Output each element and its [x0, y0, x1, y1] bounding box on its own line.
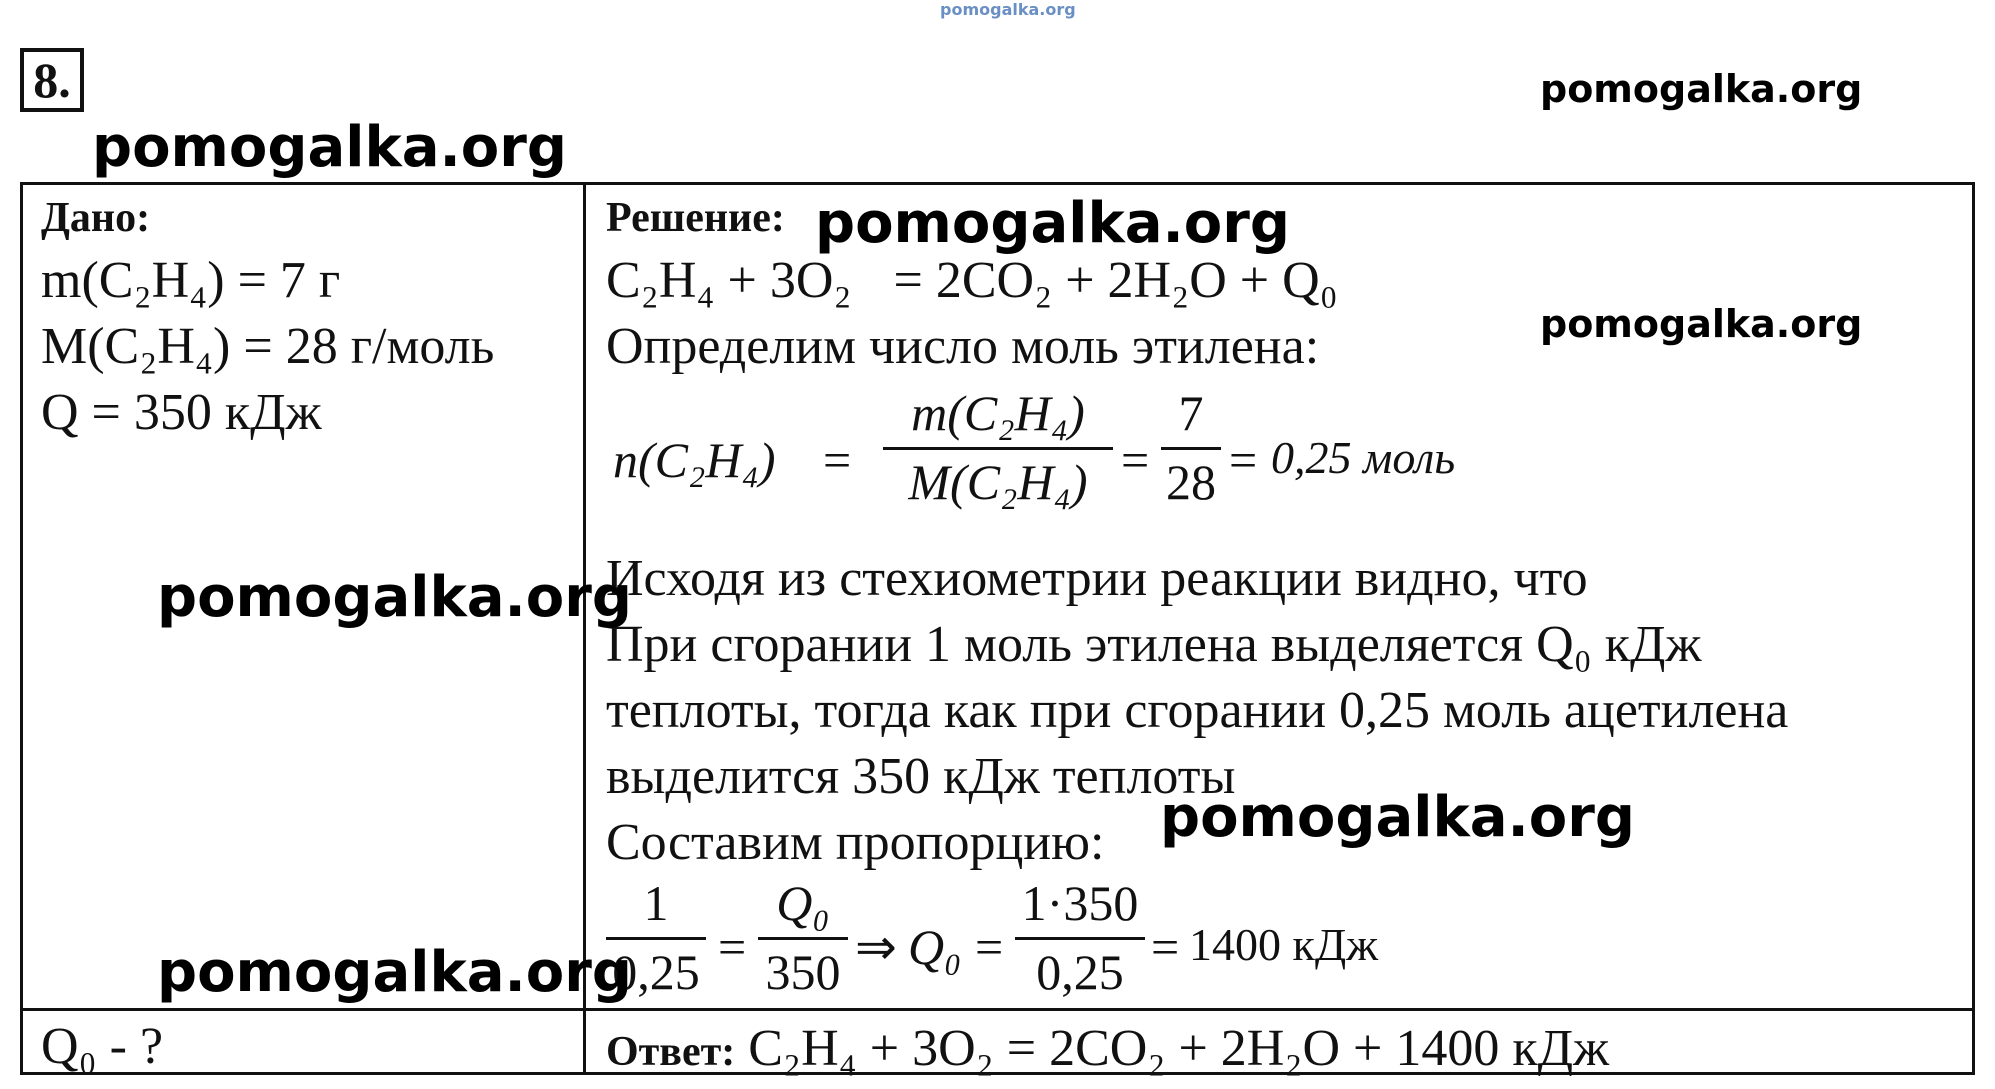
fraction-bar	[883, 447, 1113, 450]
para-line-4: выделится 350 кДж теплоты	[606, 748, 1236, 805]
formula2-f1-den: 0,25	[612, 943, 700, 1000]
formula2-f2-den: 350	[765, 943, 841, 1000]
formula1-den: M(C₂H₄)	[908, 453, 1088, 510]
para-line-1: Исходя из стехиометрии реакции видно, что	[606, 550, 1588, 607]
watermark-right-mid: pomogalka.org	[1540, 302, 1863, 346]
formula1-num: m(C₂H₄)	[911, 385, 1085, 441]
formula1-eq3: =	[1229, 432, 1258, 488]
formula2-eq2: =	[975, 919, 1004, 975]
formula1-eq1: =	[823, 432, 852, 488]
watermark-left-top: pomogalka.org	[92, 115, 567, 180]
formula2-fraction-2	[758, 875, 848, 1001]
formula1-lhs: n(C₂H₄)	[613, 432, 776, 488]
reaction-equation	[606, 252, 1338, 309]
formula1-fraction-values	[1161, 385, 1221, 511]
fraction-bar	[1015, 937, 1145, 940]
watermark-top-right: pomogalka.org	[1540, 67, 1863, 111]
given-line-mass: m(C₂H₄) = 7 г	[41, 252, 341, 309]
formula2-fraction-3	[1015, 875, 1145, 1001]
equation-lhs: C₂H₄ + 3O₂	[606, 252, 852, 309]
given-line-heat: Q = 350 кДж	[41, 384, 322, 441]
answer-text: C₂H₄ + 3O₂ = 2CO₂ + 2H₂O + 1400 кДж	[748, 1020, 1609, 1077]
formula2-eq3: =	[1151, 919, 1180, 975]
answer-label: Ответ:	[606, 1029, 736, 1075]
fraction-bar	[1161, 447, 1221, 450]
formula1-den2: 28	[1166, 453, 1216, 510]
formula2-f1-num: 1	[643, 875, 669, 931]
given-find: Q₀ - ?	[41, 1018, 164, 1075]
formula2-f3-den: 0,25	[1036, 943, 1124, 1000]
step-proportion: Составим пропорцию:	[606, 814, 1105, 871]
watermark-top: pomogalka.org	[940, 0, 1076, 19]
para-line-2: При сгорании 1 моль этилена выделяется Q₀ кДж	[606, 616, 1702, 673]
watermark-proportion: pomogalka.org	[1160, 785, 1635, 850]
formula2-result: 1400 кДж	[1189, 919, 1379, 970]
equation-rhs: = 2CO₂ + 2H₂O + Q₀	[893, 252, 1338, 309]
row-divider	[23, 1008, 1972, 1011]
formula1-num2: 7	[1178, 385, 1204, 441]
formula1-result: 0,25 моль	[1271, 432, 1456, 483]
formula2-arrow: ⇒	[855, 919, 897, 975]
solution-header: Решение:	[606, 195, 785, 241]
fraction-bar	[758, 937, 848, 940]
problem-number: 8.	[20, 48, 84, 112]
watermark-solution-header: pomogalka.org	[815, 191, 1290, 256]
para-line-3: теплоты, тогда как при сгорании 0,25 моль ацетилена	[606, 682, 1789, 739]
formula1-eq2: =	[1121, 432, 1150, 488]
formula1-fraction-main	[883, 385, 1113, 511]
formula2-f3-num: 1·350	[1021, 875, 1139, 931]
answer-line	[606, 1020, 1609, 1077]
watermark-left-mid: pomogalka.org	[157, 565, 632, 630]
formula2-lhs: Q₀	[908, 919, 962, 975]
given-header: Дано:	[41, 195, 151, 241]
step-moles: Определим число моль этилена:	[606, 318, 1320, 375]
watermark-left-bottom: pomogalka.org	[157, 940, 632, 1005]
formula2-f2-num: Q₀	[776, 875, 830, 931]
formula2-eq1: =	[718, 919, 747, 975]
given-line-molar-mass: M(C₂H₄) = 28 г/моль	[41, 318, 495, 375]
